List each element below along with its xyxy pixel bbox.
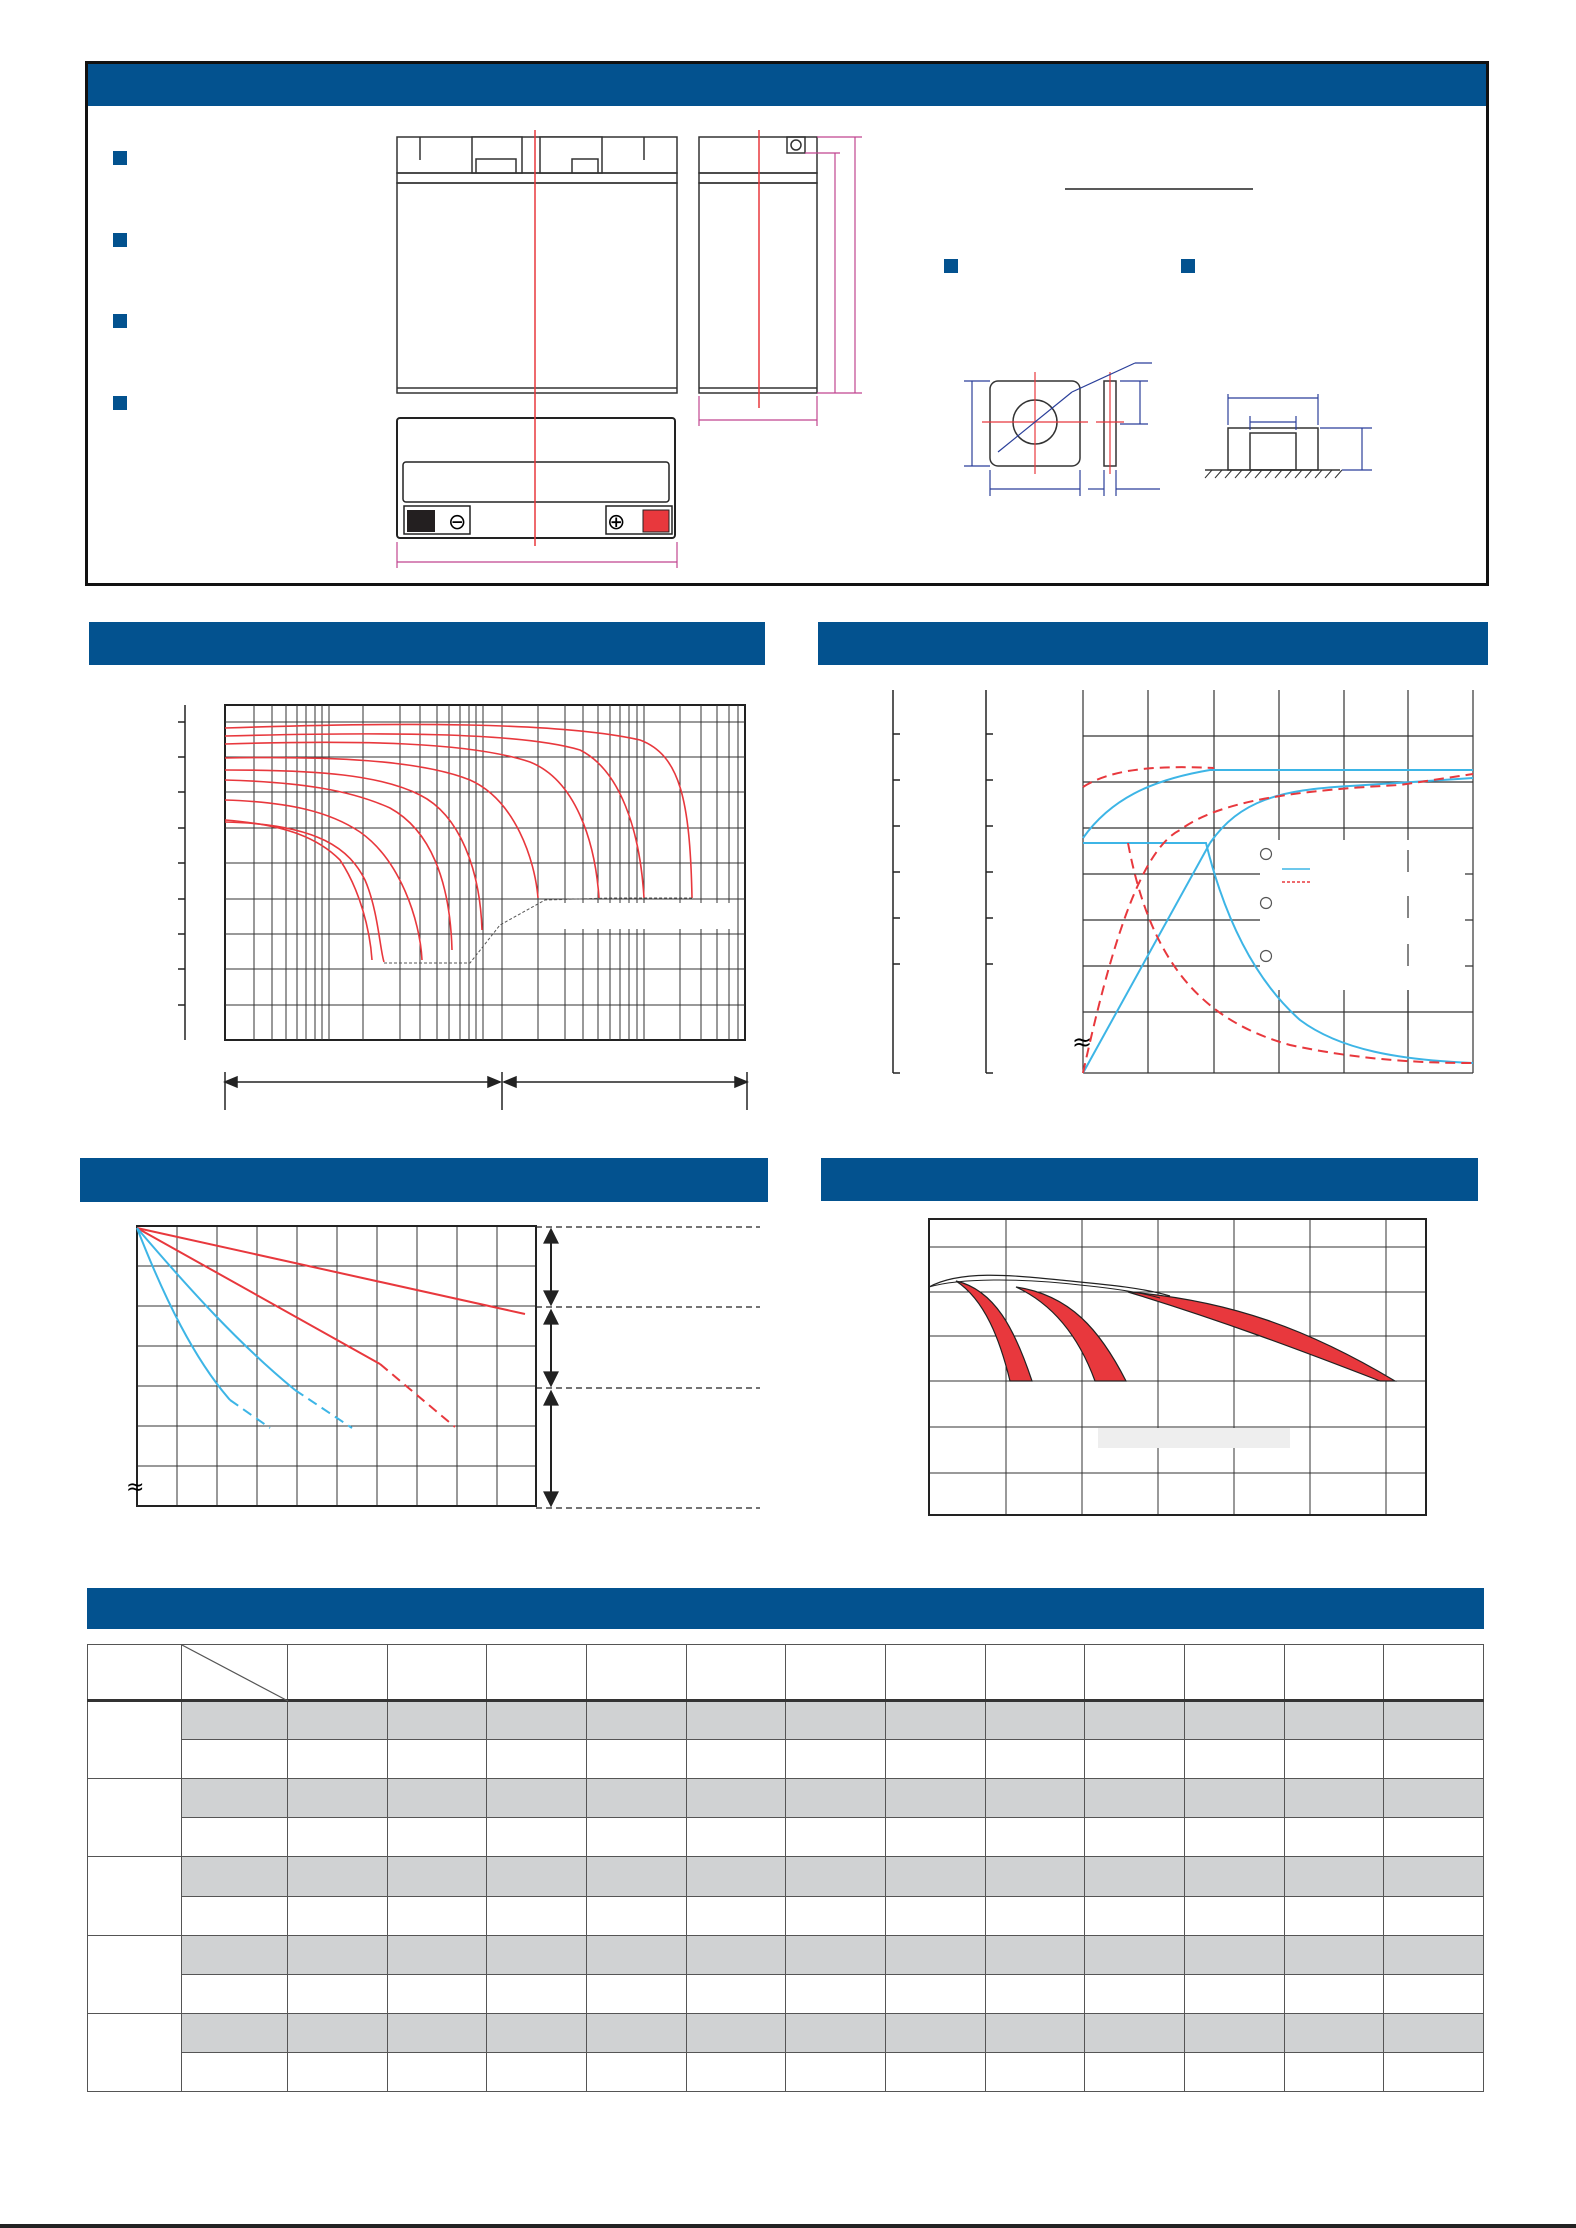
- table-cell: [487, 2052, 587, 2091]
- table-cell: [1085, 2052, 1185, 2091]
- table-cell: [1284, 1740, 1384, 1779]
- table-cell: [1184, 1896, 1284, 1935]
- table-cell: [885, 1857, 985, 1896]
- table-cell: [288, 1857, 388, 1896]
- table-cell: [288, 1935, 388, 1974]
- table-cell: [586, 1818, 686, 1857]
- table-cell: [487, 1896, 587, 1935]
- table-cell: [686, 1779, 786, 1818]
- table-cell: [387, 1701, 487, 1740]
- table-cell: [985, 2013, 1085, 2052]
- table-cell: [288, 1818, 388, 1857]
- table-cell: [1184, 1740, 1284, 1779]
- table-cell: [1184, 1857, 1284, 1896]
- table-header-cell: [786, 1645, 886, 1701]
- table-cell: [985, 1779, 1085, 1818]
- table-row: [88, 1896, 1484, 1935]
- table-group-cell: [88, 2013, 182, 2091]
- table-cell: [686, 2052, 786, 2091]
- table-cell: [885, 1896, 985, 1935]
- table-cell: [182, 1974, 288, 2013]
- table-cell: [1284, 1857, 1384, 1896]
- table-header-cell: [985, 1645, 1085, 1701]
- table-cell: [182, 1857, 288, 1896]
- table-cell: [885, 1779, 985, 1818]
- table-cell: [586, 1896, 686, 1935]
- table-cell: [487, 1740, 587, 1779]
- table-cell: [1384, 1779, 1484, 1818]
- table-cell: [1384, 1896, 1484, 1935]
- positive-symbol: ⊕: [607, 510, 626, 535]
- table-cell: [1284, 1701, 1384, 1740]
- table-cell: [487, 1779, 587, 1818]
- table-cell: [182, 1740, 288, 1779]
- table-cell: [1085, 1857, 1185, 1896]
- table-row: [88, 2052, 1484, 2091]
- table-cell: [288, 2052, 388, 2091]
- table-diagonal-cell: [182, 1645, 288, 1701]
- table-cell: [487, 2013, 587, 2052]
- table-row: [88, 1935, 1484, 1974]
- table-header-cell: [686, 1645, 786, 1701]
- table-cell: [1284, 2052, 1384, 2091]
- table-header-cell: [487, 1645, 587, 1701]
- table-cell: [786, 1935, 886, 1974]
- table-cell: [786, 2052, 886, 2091]
- table-cell: [885, 1740, 985, 1779]
- table-cell: [387, 1857, 487, 1896]
- table-cell: [1085, 1974, 1185, 2013]
- table-cell: [387, 1974, 487, 2013]
- table-corner-cell: [88, 1645, 182, 1701]
- bottom-rule: [0, 2224, 1576, 2228]
- table-cell: [686, 1818, 786, 1857]
- table-cell: [1184, 2013, 1284, 2052]
- table-cell: [182, 1701, 288, 1740]
- table-cell: [686, 1740, 786, 1779]
- table-group-cell: [88, 1857, 182, 1935]
- table-cell: [786, 2013, 886, 2052]
- table-cell: [586, 1935, 686, 1974]
- table-cell: [1384, 1818, 1484, 1857]
- cycle-life-bands: [956, 1281, 1395, 1381]
- table-header-cell: [1384, 1645, 1484, 1701]
- table-header-row: [88, 1645, 1484, 1701]
- table-header-cell: [1085, 1645, 1185, 1701]
- table-cell: [182, 1935, 288, 1974]
- table-cell: [1284, 2013, 1384, 2052]
- table-group-cell: [88, 1935, 182, 2013]
- table-cell: [288, 1740, 388, 1779]
- table-cell: [1384, 2013, 1484, 2052]
- table-cell: [1184, 1935, 1284, 1974]
- table-cell: [885, 1935, 985, 1974]
- table-cell: [487, 1857, 587, 1896]
- table-cell: [387, 1818, 487, 1857]
- table-cell: [786, 1974, 886, 2013]
- table-cell: [885, 1701, 985, 1740]
- table-cell: [182, 1896, 288, 1935]
- table-cell: [1085, 1701, 1185, 1740]
- table-cell: [1085, 1935, 1185, 1974]
- table-cell: [686, 1935, 786, 1974]
- table-cell: [786, 1896, 886, 1935]
- discharge-table-header-bar: [87, 1588, 1484, 1629]
- table-cell: [487, 1818, 587, 1857]
- table-cell: [1284, 1896, 1384, 1935]
- table-cell: [985, 1701, 1085, 1740]
- table-cell: [1284, 1974, 1384, 2013]
- table-cell: [985, 1974, 1085, 2013]
- table-cell: [387, 2013, 487, 2052]
- table-cell: [182, 1818, 288, 1857]
- table-cell: [288, 1779, 388, 1818]
- table-cell: [182, 2013, 288, 2052]
- table-cell: [985, 1896, 1085, 1935]
- table-cell: [586, 1740, 686, 1779]
- self-discharge-break-symbol: ≈: [126, 1475, 145, 1500]
- table-cell: [387, 2052, 487, 2091]
- table-header-cell: [288, 1645, 388, 1701]
- cycle-band-100-dod: [956, 1281, 1032, 1381]
- table-cell: [786, 1818, 886, 1857]
- table-header-cell: [885, 1645, 985, 1701]
- table-cell: [985, 1740, 1085, 1779]
- table-cell: [586, 1857, 686, 1896]
- table-cell: [288, 1896, 388, 1935]
- table-cell: [586, 2013, 686, 2052]
- table-row: [88, 1740, 1484, 1779]
- table-cell: [786, 1701, 886, 1740]
- table-cell: [288, 1974, 388, 2013]
- table-cell: [1384, 1935, 1484, 1974]
- table-cell: [1284, 1779, 1384, 1818]
- table-cell: [182, 2052, 288, 2091]
- cycle-life-label-box: [1098, 1428, 1290, 1448]
- table-cell: [487, 1935, 587, 1974]
- table-cell: [686, 1857, 786, 1896]
- table-cell: [288, 2013, 388, 2052]
- table-cell: [1085, 2013, 1185, 2052]
- table-cell: [786, 1857, 886, 1896]
- table-cell: [1384, 1740, 1484, 1779]
- table-cell: [686, 1974, 786, 2013]
- table-cell: [1284, 1935, 1384, 1974]
- table-cell: [586, 1974, 686, 2013]
- table-cell: [387, 1935, 487, 1974]
- table-row: [88, 1779, 1484, 1818]
- table-cell: [686, 2013, 786, 2052]
- table-cell: [985, 1935, 1085, 1974]
- table-cell: [1184, 2052, 1284, 2091]
- table-cell: [1184, 1974, 1284, 2013]
- table-row: [88, 2013, 1484, 2052]
- table-cell: [1284, 1818, 1384, 1857]
- table-cell: [487, 1701, 587, 1740]
- table-group-cell: [88, 1701, 182, 1779]
- table-cell: [1384, 1857, 1484, 1896]
- table-cell: [487, 1974, 587, 2013]
- table-header-cell: [1284, 1645, 1384, 1701]
- table-header-cell: [1184, 1645, 1284, 1701]
- table-cell: [387, 1896, 487, 1935]
- table-cell: [885, 2052, 985, 2091]
- table-cell: [786, 1740, 886, 1779]
- table-cell: [586, 2052, 686, 2091]
- table-cell: [786, 1779, 886, 1818]
- table-cell: [182, 1779, 288, 1818]
- table-cell: [985, 1818, 1085, 1857]
- negative-symbol: ⊖: [448, 510, 467, 535]
- table-row: [88, 1857, 1484, 1896]
- table-cell: [885, 1974, 985, 2013]
- table-cell: [985, 1857, 1085, 1896]
- table-cell: [586, 1779, 686, 1818]
- table-cell: [1184, 1701, 1284, 1740]
- table-cell: [1384, 1974, 1484, 2013]
- table-cell: [885, 1818, 985, 1857]
- table-cell: [387, 1740, 487, 1779]
- table-cell: [1184, 1779, 1284, 1818]
- table-cell: [985, 2052, 1085, 2091]
- table-row: [88, 1701, 1484, 1740]
- table-row: [88, 1818, 1484, 1857]
- table-cell: [1085, 1779, 1185, 1818]
- table-cell: [885, 2013, 985, 2052]
- table-cell: [686, 1896, 786, 1935]
- table-cell: [288, 1701, 388, 1740]
- table-header-cell: [387, 1645, 487, 1701]
- table-header-cell: [586, 1645, 686, 1701]
- table-cell: [1184, 1818, 1284, 1857]
- table-cell: [1384, 2052, 1484, 2091]
- table-cell: [586, 1701, 686, 1740]
- discharge-table: [87, 1644, 1484, 2092]
- cycle-band-50-dod: [1016, 1287, 1126, 1381]
- table-cell: [1085, 1818, 1185, 1857]
- table-group-cell: [88, 1779, 182, 1857]
- charge-break-symbol: ≈: [1072, 1028, 1093, 1056]
- table-cell: [1085, 1896, 1185, 1935]
- table-cell: [1384, 1701, 1484, 1740]
- table-cell: [387, 1779, 487, 1818]
- table-row: [88, 1974, 1484, 2013]
- table-cell: [1085, 1740, 1185, 1779]
- table-cell: [686, 1701, 786, 1740]
